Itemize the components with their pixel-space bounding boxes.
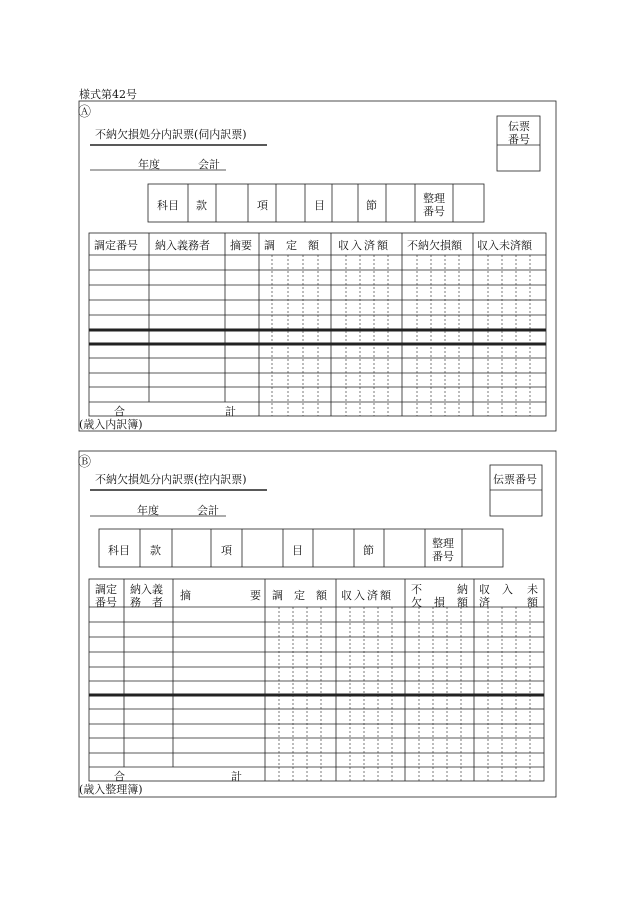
section-b-header-kesson-a: 不	[411, 583, 422, 596]
section-b-seiri-label-1: 整理	[432, 537, 454, 550]
section-a-title: 不納欠損処分内訳票(伺内訳票)	[95, 128, 247, 141]
section-b-header-gimusha-1: 納入義	[130, 583, 163, 596]
section-a-footer: (歳入内訳簿)	[79, 418, 143, 431]
section-b-account-label: 会計	[197, 504, 219, 517]
section-a-year-label: 年度	[138, 158, 160, 171]
section-b-header-kesson-c: 欠	[411, 596, 422, 609]
section-a-setsu-label: 節	[366, 199, 377, 212]
section-a-header-shunyu-zumi: 収入済額	[338, 239, 390, 252]
section-a-marker: Ⓐ	[78, 105, 92, 120]
section-a-kou-label: 項	[257, 199, 268, 212]
section-b-slip-label: 伝票番号	[493, 473, 537, 486]
section-b-kou-label: 項	[221, 544, 232, 557]
section-a-header-chotei-gaku: 調 定 額	[264, 239, 319, 252]
section-a-table	[89, 233, 546, 416]
section-b-header-tekiyo-b: 要	[250, 589, 261, 602]
section-b-header-minou-c: 未	[527, 583, 538, 596]
section-b-seiri-label-2: 番号	[432, 550, 454, 563]
section-b-header-kesson-d: 損	[434, 596, 445, 609]
section-b-header-chotei-1: 調定	[95, 583, 117, 596]
section-a-header-tekiyo: 摘要	[230, 239, 252, 252]
section-b-header-minou-e: 額	[527, 596, 538, 609]
section-b-header-chotei-2: 番号	[95, 596, 117, 609]
section-a-header-minou: 収入未済額	[477, 239, 532, 252]
section-a-header-chotei-bango: 調定番号	[94, 239, 138, 252]
section-b-total-right: 計	[231, 770, 242, 783]
section-b-header-shunyu-zumi: 収入済額	[341, 589, 393, 602]
section-a-subject-label: 科目	[157, 199, 179, 212]
section-b-marker: Ⓑ	[78, 455, 92, 470]
section-a-slip-label-1: 伝票	[508, 120, 530, 133]
section-b-header-minou-b: 入	[502, 583, 513, 596]
section-a-total-left: 合	[114, 405, 125, 418]
section-a-moku-label: 目	[314, 199, 325, 212]
section-b-total-left: 合	[114, 770, 125, 783]
section-a-frame	[79, 101, 556, 431]
section-b-header-chotei-gaku: 調 定 額	[272, 589, 327, 602]
section-b-header-kesson-b: 納	[457, 583, 468, 596]
section-a-account-label: 会計	[198, 158, 220, 171]
section-b-kan-label: 款	[150, 544, 161, 557]
section-a-total-right: 計	[225, 405, 236, 418]
section-b-header-minou-a: 収	[479, 583, 490, 596]
section-b-header-tekiyo-a: 摘	[180, 589, 191, 602]
section-b-footer: (歳入整理簿)	[79, 783, 143, 796]
form-number: 様式第42号	[79, 88, 137, 101]
section-a-kan-label: 款	[196, 199, 207, 212]
section-b-year-label: 年度	[137, 504, 159, 517]
section-b-moku-label: 目	[292, 544, 303, 557]
section-a-header-kesson: 不納欠損額	[407, 239, 462, 252]
section-b-header-kesson-e: 額	[457, 596, 468, 609]
section-b-setsu-label: 節	[363, 544, 374, 557]
section-b-header-minou-d: 済	[479, 596, 490, 609]
section-a-slip-label-2: 番号	[508, 133, 530, 146]
section-a-seiri-label-1: 整理	[423, 192, 445, 205]
section-b-subject-label: 科目	[108, 544, 130, 557]
section-a-header-gimusha: 納入義務者	[155, 239, 210, 252]
section-b-title: 不納欠損処分内訳票(控内訳票)	[95, 473, 247, 486]
section-b-header-gimusha-2: 務 者	[130, 596, 163, 609]
section-a-seiri-label-2: 番号	[423, 205, 445, 218]
